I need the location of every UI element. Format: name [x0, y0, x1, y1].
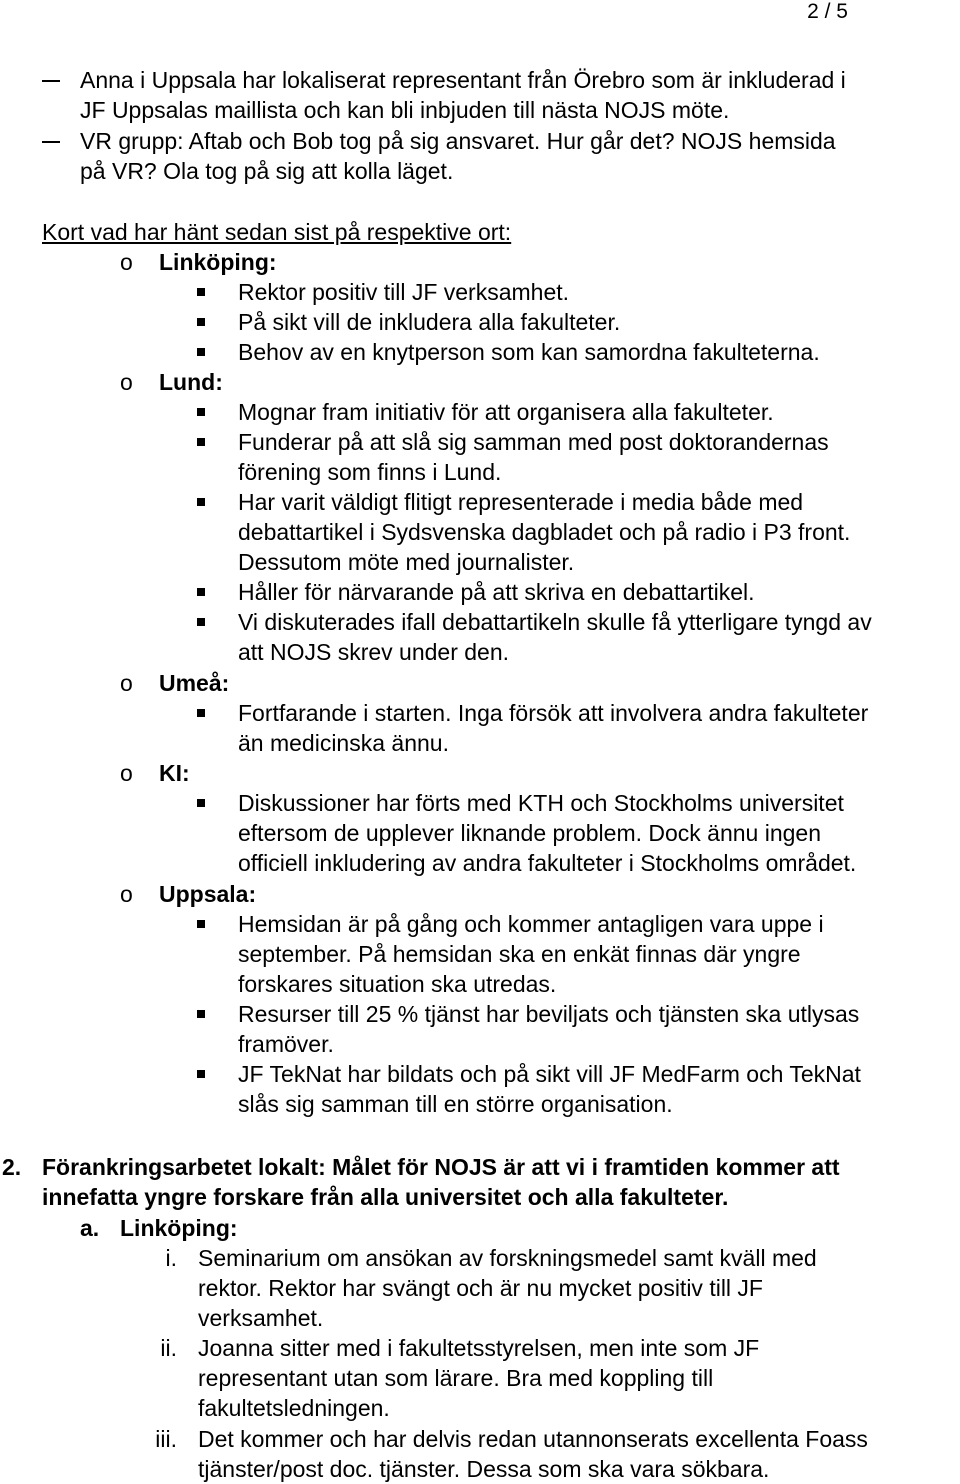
- list-item-line: Har varit väldigt flitigt representerade i media både med: [238, 489, 804, 515]
- section-number: 2.: [2, 1154, 22, 1180]
- circle-bullet-icon: o: [120, 249, 133, 275]
- list-item-line: Seminarium om ansökan av forskningsmedel samt kväll med: [198, 1245, 817, 1271]
- list-item-line: Joanna sitter med i fakultetsstyrelsen, men inte som JF: [198, 1335, 760, 1361]
- square-bullet-icon: [197, 799, 205, 807]
- section-title: Förankringsarbetet lokalt: Målet för NOJS är att vi i framtiden kommer att: [42, 1154, 840, 1180]
- list-item-line: fakultetsledningen.: [198, 1395, 390, 1421]
- circle-bullet-icon: o: [120, 760, 133, 786]
- list-item-line: än medicinska ännu.: [238, 730, 449, 756]
- list-item-line: Det kommer och har delvis redan utannonserats excellenta Foass: [198, 1426, 868, 1452]
- subsection-marker: a.: [80, 1215, 100, 1241]
- list-item-line: eftersom de upplever liknande problem. Dock ännu ingen: [238, 820, 822, 846]
- square-bullet-icon: [197, 438, 205, 446]
- list-item-line: tjänster/post doc. tjänster. Dessa som ska vara sökbara.: [198, 1456, 770, 1482]
- square-bullet-icon: [197, 920, 205, 928]
- dash-bullet-icon: [42, 80, 60, 82]
- subsection-title: Linköping:: [120, 1215, 238, 1241]
- circle-bullet-icon: o: [120, 881, 133, 907]
- square-bullet-icon: [197, 1070, 205, 1078]
- list-item-line: Mognar fram initiativ för att organisera alla fakulteter.: [238, 399, 774, 425]
- list-item-line: på VR? Ola tog på sig att kolla läget.: [80, 158, 454, 184]
- list-item-line: rektor. Rektor har svängt och är nu mycket positiv till JF: [198, 1275, 763, 1301]
- list-item-line: representant utan som lärare. Bra med koppling till: [198, 1365, 714, 1391]
- list-item-line: officiell inkludering av andra fakulteter i Stockholms området.: [238, 850, 857, 876]
- square-bullet-icon: [197, 1010, 205, 1018]
- list-item-line: På sikt vill de inkludera alla fakulteter.: [238, 309, 621, 335]
- list-marker: i.: [165, 1245, 177, 1271]
- site-name: Umeå:: [159, 670, 230, 696]
- page-number: 2 / 5: [807, 0, 848, 23]
- list-marker: ii.: [160, 1335, 177, 1361]
- list-item-line: Anna i Uppsala har lokaliserat representant från Örebro som är inkluderad i: [80, 67, 846, 93]
- list-marker: iii.: [155, 1426, 177, 1452]
- list-item-line: forskares situation ska utredas.: [238, 971, 557, 997]
- list-item-line: Hemsidan är på gång och kommer antagligen vara uppe i: [238, 911, 824, 937]
- square-bullet-icon: [197, 288, 205, 296]
- circle-bullet-icon: o: [120, 369, 133, 395]
- list-item-line: Behov av en knytperson som kan samordna fakulteterna.: [238, 339, 820, 365]
- list-item-line: Dessutom möte med journalister.: [238, 549, 575, 575]
- list-item-line: Fortfarande i starten. Inga försök att involvera andra fakulteter: [238, 700, 869, 726]
- list-item-line: Vi diskuterades ifall debattartikeln skulle få ytterligare tyngd av: [238, 609, 872, 635]
- list-item-line: VR grupp: Aftab och Bob tog på sig ansvaret. Hur går det? NOJS hemsida: [80, 128, 836, 154]
- site-name: KI:: [159, 760, 190, 786]
- list-item-line: Resurser till 25 % tjänst har beviljats och tjänsten ska utlysas: [238, 1001, 860, 1027]
- square-bullet-icon: [197, 498, 205, 506]
- site-name: Lund:: [159, 369, 223, 395]
- site-name: Uppsala:: [159, 881, 257, 907]
- square-bullet-icon: [197, 709, 205, 717]
- list-item-line: verksamhet.: [198, 1305, 324, 1331]
- square-bullet-icon: [197, 618, 205, 626]
- list-item-line: JF Uppsalas maillista och kan bli inbjuden till nästa NOJS möte.: [80, 97, 730, 123]
- list-item-line: Funderar på att slå sig samman med post doktorandernas: [238, 429, 829, 455]
- section-title: innefatta yngre forskare från alla universitet och alla fakulteter.: [42, 1184, 729, 1210]
- square-bullet-icon: [197, 348, 205, 356]
- list-item-line: september. På hemsidan ska en enkät finnas där yngre: [238, 941, 801, 967]
- dash-bullet-icon: [42, 141, 60, 143]
- square-bullet-icon: [197, 318, 205, 326]
- square-bullet-icon: [197, 588, 205, 596]
- list-item-line: Rektor positiv till JF verksamhet.: [238, 279, 570, 305]
- list-item-line: förening som finns i Lund.: [238, 459, 502, 485]
- square-bullet-icon: [197, 408, 205, 416]
- circle-bullet-icon: o: [120, 670, 133, 696]
- list-item-line: JF TekNat har bildats och på sikt vill JF MedFarm och TekNat: [238, 1061, 861, 1087]
- list-item-line: Diskussioner har förts med KTH och Stockholms universitet: [238, 790, 844, 816]
- list-item-line: Håller för närvarande på att skriva en debattartikel.: [238, 579, 755, 605]
- section-heading: Kort vad har hänt sedan sist på respektive ort:: [42, 219, 512, 245]
- list-item-line: framöver.: [238, 1031, 334, 1057]
- site-name: Linköping:: [159, 249, 277, 275]
- list-item-line: att NOJS skrev under den.: [238, 639, 510, 665]
- list-item-line: debattartikel i Sydsvenska dagbladet och på radio i P3 front.: [238, 519, 851, 545]
- list-item-line: slås sig samman till en större organisation.: [238, 1091, 673, 1117]
